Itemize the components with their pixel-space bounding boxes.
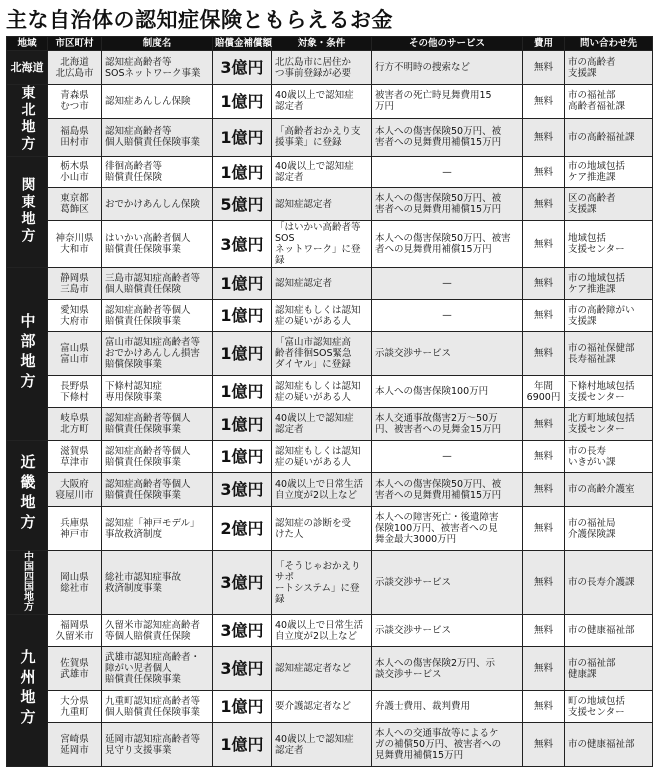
amount-cell: 3億円 (213, 551, 272, 615)
table-row (7, 118, 653, 156)
condition-cell: 認知症もしくは認知 症の疑いがある人 (272, 441, 372, 473)
amount-cell: 1億円 (213, 268, 272, 300)
municipality-cell: 兵庫県 神戸市 (48, 507, 102, 551)
region-cell (7, 615, 48, 767)
municipality-cell: 福岡県 久留米市 (48, 615, 102, 647)
fee-cell: 無料 (523, 332, 565, 376)
service-cell: 本人への傷害保険50万円、被害 者への見舞費用補償15万円 (372, 221, 523, 268)
amount-cell: 5億円 (213, 188, 272, 221)
amount-cell: 1億円 (213, 441, 272, 473)
system-name-cell: 延岡市認知症高齢者等 見守り支援事業 (102, 723, 213, 767)
table-row (7, 376, 653, 408)
service-cell: 示談交渉サービス (372, 551, 523, 615)
fee-cell: 無料 (523, 85, 565, 119)
condition-cell: 「富山市認知症高 齢者徘徊SOS緊急 ダイヤル」に登録 (272, 332, 372, 376)
fee-cell: 無料 (523, 551, 565, 615)
service-cell: 示談交渉サービス (372, 615, 523, 647)
service-cell: — (372, 300, 523, 332)
region-cell (7, 268, 48, 441)
system-name-cell: 富山市認知症高齢者等 おでかけあんしん損害 賠償保険事業 (102, 332, 213, 376)
municipality-cell: 愛知県 大府市 (48, 300, 102, 332)
condition-cell: 40歳以上で日常生活 自立度が2以上など (272, 615, 372, 647)
region-cell (7, 441, 48, 551)
table-row (7, 157, 653, 188)
contact-cell: 市の福祉局 介護保険課 (565, 507, 653, 551)
system-name-cell: 認知症高齢者等個人 賠償責任保険事業 (102, 408, 213, 441)
municipality-cell: 静岡県 三島市 (48, 268, 102, 300)
condition-cell: 北広島市に居住か つ事前登録が必要 (272, 51, 372, 85)
service-cell: 本人への障害死亡・後遺障害 保険100万円、被害者への見 舞金最大3000万円 (372, 507, 523, 551)
table-row (7, 85, 653, 119)
table-row (7, 300, 653, 332)
contact-cell: 北方町地域包括 支援センター (565, 408, 653, 441)
service-cell: 行方不明時の捜索など (372, 51, 523, 85)
amount-cell: 1億円 (213, 85, 272, 119)
fee-cell: 無料 (523, 188, 565, 221)
table-row (7, 551, 653, 615)
system-name-cell: 認知症「神戸モデル」 事故救済制度 (102, 507, 213, 551)
table-row (7, 268, 653, 300)
municipality-cell: 宮崎県 延岡市 (48, 723, 102, 767)
contact-cell: 市の健康福祉部 (565, 615, 653, 647)
service-cell: — (372, 441, 523, 473)
fee-cell: 無料 (523, 157, 565, 188)
contact-cell: 下條村地域包括 支援センター (565, 376, 653, 408)
table-row (7, 473, 653, 507)
municipality-cell: 大分県 九重町 (48, 691, 102, 723)
municipality-cell: 佐賀県 武雄市 (48, 647, 102, 691)
region-label: 中部地方 (18, 312, 37, 393)
page-title: 主な自治体の認知症保険ともらえるお金 (6, 8, 393, 32)
table-row (7, 723, 653, 767)
condition-cell: 40歳以上で認知症 認定者 (272, 408, 372, 441)
contact-cell: 地域包括 支援センター (565, 221, 653, 268)
amount-cell: 3億円 (213, 221, 272, 268)
contact-cell: 市の高齢障がい 支援課 (565, 300, 653, 332)
region-label: 関東地方 (19, 176, 36, 245)
table-row (7, 507, 653, 551)
amount-cell: 1億円 (213, 118, 272, 156)
service-cell: 本人への交通事故等によるケ ガの補償50万円、被害者への 見舞費用補償15万円 (372, 723, 523, 767)
fee-cell: 無料 (523, 221, 565, 268)
fee-cell: 無料 (523, 647, 565, 691)
table-row (7, 188, 653, 221)
system-name-cell: 認知症高齢者等個人 賠償責任保険事業 (102, 300, 213, 332)
condition-cell: 認知症の診断を受 けた人 (272, 507, 372, 551)
contact-cell: 市の地域包括 ケア推進課 (565, 157, 653, 188)
amount-cell: 1億円 (213, 691, 272, 723)
region-label: 近畿地方 (18, 454, 37, 534)
municipality-cell: 神奈川県 大和市 (48, 221, 102, 268)
condition-cell: 「高齢者おかえり支 援事業」に登録 (272, 118, 372, 156)
region-cell (7, 85, 48, 157)
service-cell: — (372, 268, 523, 300)
system-name-cell: 認知症あんしん保険 (102, 85, 213, 119)
service-cell: 示談交渉サービス (372, 332, 523, 376)
amount-cell: 3億円 (213, 473, 272, 507)
amount-cell: 3億円 (213, 647, 272, 691)
region-label: 九州地方 (18, 649, 37, 729)
header-municipality: 市区町村 (48, 37, 102, 51)
system-name-cell: 下條村認知症 専用保険事業 (102, 376, 213, 408)
system-name-cell: 認知症高齢者等 個人賠償責任保険事業 (102, 118, 213, 156)
table-row (7, 51, 653, 85)
system-name-cell: 三島市認知症高齢者等 個人賠償責任保険 (102, 268, 213, 300)
condition-cell: 40歳以上で認知症 認定者 (272, 85, 372, 119)
fee-cell: 無料 (523, 268, 565, 300)
amount-cell: 1億円 (213, 300, 272, 332)
contact-cell: 市の地域包括 ケア推進課 (565, 268, 653, 300)
condition-cell: 認知症もしくは認知 症の疑いがある人 (272, 376, 372, 408)
contact-cell: 市の健康福祉部 (565, 723, 653, 767)
condition-cell: 40歳以上で認知症 認定者 (272, 157, 372, 188)
system-name-cell: はいかい高齢者個人 賠償責任保険事業 (102, 221, 213, 268)
table-row (7, 615, 653, 647)
header-amount: 賠償金補償額 (213, 37, 272, 51)
fee-cell: 無料 (523, 118, 565, 156)
condition-cell: 認知症認定者 (272, 188, 372, 221)
region-label: 東北地方 (19, 85, 36, 153)
amount-cell: 1億円 (213, 723, 272, 767)
fee-cell: 無料 (523, 473, 565, 507)
municipality-cell: 岐阜県 北方町 (48, 408, 102, 441)
fee-cell: 無料 (523, 723, 565, 767)
amount-cell: 3億円 (213, 51, 272, 85)
contact-cell: 市の福祉部 健康課 (565, 647, 653, 691)
header-condition: 対象・条件 (272, 37, 372, 51)
municipality-cell: 福島県 田村市 (48, 118, 102, 156)
region-cell (7, 551, 48, 615)
system-name-cell: 認知症高齢者等 SOSネットワーク事業 (102, 51, 213, 85)
amount-cell: 1億円 (213, 332, 272, 376)
fee-cell: 無料 (523, 507, 565, 551)
fee-cell: 無料 (523, 441, 565, 473)
system-name-cell: 九重町認知症高齢者等 個人賠償責任保険事業 (102, 691, 213, 723)
region-cell (7, 157, 48, 268)
header-contact: 問い合わせ先 (565, 37, 653, 51)
header-region: 地域 (7, 37, 48, 51)
condition-cell: 40歳以上で日常生活 自立度が2以上など (272, 473, 372, 507)
municipality-cell: 岡山県 総社市 (48, 551, 102, 615)
fee-cell: 無料 (523, 408, 565, 441)
contact-cell: 市の長寿 いきがい課 (565, 441, 653, 473)
table-row (7, 441, 653, 473)
service-cell: 本人への傷害保険50万円、被 害者への見舞費用補償15万円 (372, 118, 523, 156)
system-name-cell: 武雄市認知症高齢者・ 障がい児者個人 賠償責任保険事業 (102, 647, 213, 691)
fee-cell: 無料 (523, 300, 565, 332)
contact-cell: 区の高齢者 支援課 (565, 188, 653, 221)
municipality-cell: 長野県 下條村 (48, 376, 102, 408)
region-label: 中国四国地方 (21, 551, 33, 611)
service-cell: 本人への傷害保険100万円 (372, 376, 523, 408)
system-name-cell: 認知症高齢者等個人 賠償責任保険事業 (102, 441, 213, 473)
contact-cell: 市の長寿介護課 (565, 551, 653, 615)
amount-cell: 1億円 (213, 376, 272, 408)
contact-cell: 市の福祉保健部 長寿福祉課 (565, 332, 653, 376)
condition-cell: 「そうじゃおかえりサポ ートシステム」に登録 (272, 551, 372, 615)
condition-cell: 「はいかい高齢者等SOS ネットワーク」に登録 (272, 221, 372, 268)
condition-cell: 認知症認定者など (272, 647, 372, 691)
region-label: 北海道 (10, 60, 44, 74)
system-name-cell: 徘徊高齢者等 賠償責任保険 (102, 157, 213, 188)
contact-cell: 市の高齢者 支援課 (565, 51, 653, 85)
condition-cell: 要介護認定者など (272, 691, 372, 723)
condition-cell: 認知症認定者 (272, 268, 372, 300)
table-row (7, 221, 653, 268)
table-row (7, 408, 653, 441)
table-body (7, 51, 653, 767)
service-cell: 本人交通事故傷害2万～50万 円、被害者への見舞金15万円 (372, 408, 523, 441)
fee-cell: 無料 (523, 615, 565, 647)
fee-cell: 年間 6900円 (523, 376, 565, 408)
municipality-cell: 富山県 富山市 (48, 332, 102, 376)
contact-cell: 市の高齢介護室 (565, 473, 653, 507)
fee-cell: 無料 (523, 691, 565, 723)
header-fee: 費用 (523, 37, 565, 51)
amount-cell: 1億円 (213, 157, 272, 188)
system-name-cell: 久留米市認知症高齢者 等個人賠償責任保険 (102, 615, 213, 647)
service-cell: 被害者の死亡時見舞費用15 万円 (372, 85, 523, 119)
condition-cell: 40歳以上で認知症 認定者 (272, 723, 372, 767)
municipality-cell: 滋賀県 草津市 (48, 441, 102, 473)
municipality-cell: 栃木県 小山市 (48, 157, 102, 188)
amount-cell: 2億円 (213, 507, 272, 551)
contact-cell: 市の福祉部 高齢者福祉課 (565, 85, 653, 119)
service-cell: 本人への傷害保険50万円、被 害者への見舞費用補償15万円 (372, 188, 523, 221)
amount-cell: 1億円 (213, 408, 272, 441)
condition-cell: 認知症もしくは認知 症の疑いがある人 (272, 300, 372, 332)
system-name-cell: おでかけあんしん保険 (102, 188, 213, 221)
contact-cell: 町の地域包括 支援センター (565, 691, 653, 723)
municipality-cell: 大阪府 寝屋川市 (48, 473, 102, 507)
table-row (7, 647, 653, 691)
service-cell: — (372, 157, 523, 188)
municipality-cell: 北海道 北広島市 (48, 51, 102, 85)
municipality-cell: 東京都 葛飾区 (48, 188, 102, 221)
insurance-table (6, 36, 653, 767)
system-name-cell: 総社市認知症事故 救済制度事業 (102, 551, 213, 615)
amount-cell: 3億円 (213, 615, 272, 647)
service-cell: 本人への傷害保険50万円、被 害者への見舞費用補償15万円 (372, 473, 523, 507)
table-row (7, 691, 653, 723)
header-system: 制度名 (102, 37, 213, 51)
table-header-row (7, 37, 653, 51)
contact-cell: 市の高齢福祉課 (565, 118, 653, 156)
header-service: その他のサービス (372, 37, 523, 51)
service-cell: 本人への傷害保険2万円、示 談交渉サービス (372, 647, 523, 691)
region-cell (7, 51, 48, 85)
fee-cell: 無料 (523, 51, 565, 85)
table-row (7, 332, 653, 376)
system-name-cell: 認知症高齢者等個人 賠償責任保険事業 (102, 473, 213, 507)
service-cell: 弁護士費用、裁判費用 (372, 691, 523, 723)
municipality-cell: 青森県 むつ市 (48, 85, 102, 119)
